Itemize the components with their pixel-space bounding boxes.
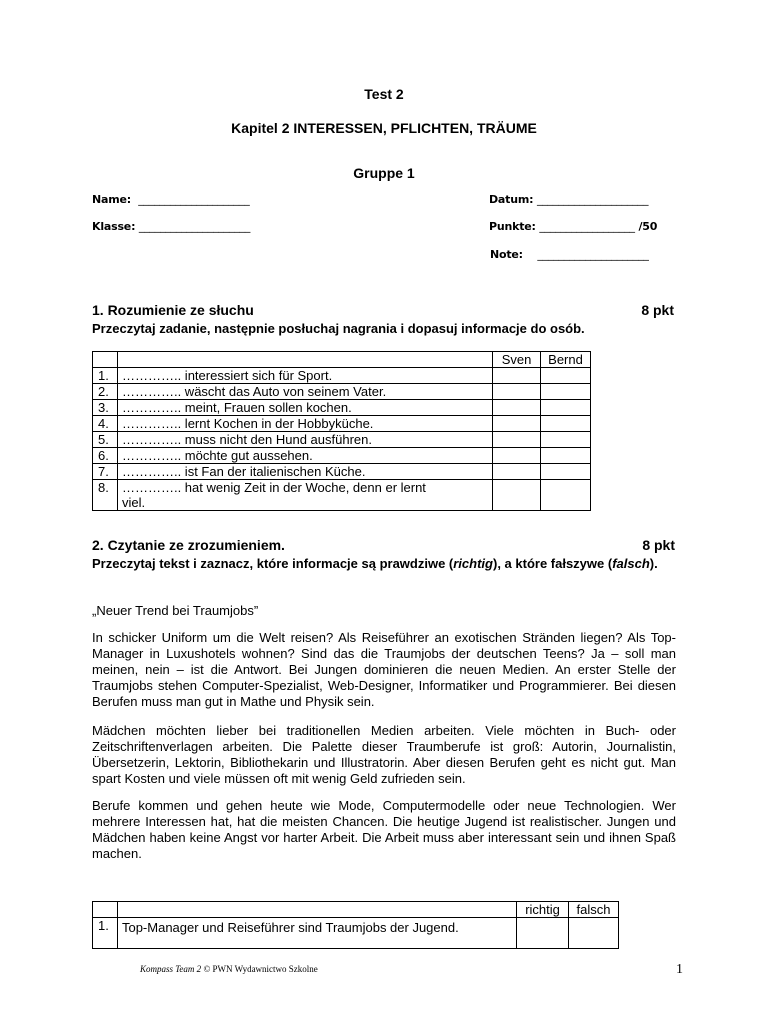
row-number: 6. xyxy=(93,448,118,464)
section1-title: 1. Rozumienie ze słuchu xyxy=(92,302,254,318)
answer-cell-sven[interactable] xyxy=(493,448,541,464)
points-max: /50 xyxy=(634,220,658,233)
row-text: ………….. lernt Kochen in der Hobbyküche. xyxy=(117,416,492,432)
header-blank xyxy=(93,902,118,918)
answer-cell-sven[interactable] xyxy=(493,432,541,448)
answer-cell-sven[interactable] xyxy=(493,368,541,384)
grade-line: _____________________ xyxy=(537,248,649,261)
row-number: 2. xyxy=(93,384,118,400)
answer-cell-sven[interactable] xyxy=(493,400,541,416)
row-number: 5. xyxy=(93,432,118,448)
answer-cell-sven[interactable] xyxy=(493,480,541,511)
points-line: __________________ xyxy=(539,220,635,233)
answer-cell-bernd[interactable] xyxy=(541,416,591,432)
answer-cell-sven[interactable] xyxy=(493,464,541,480)
row-number: 3. xyxy=(93,400,118,416)
grade-field[interactable] xyxy=(490,248,649,261)
table-row xyxy=(93,400,591,416)
class-field[interactable] xyxy=(92,220,250,233)
row-number: 7. xyxy=(93,464,118,480)
section2-title: 2. Czytanie ze zrozumieniem. xyxy=(92,537,285,553)
page-number: 1 xyxy=(676,962,683,977)
answer-cell-sven[interactable] xyxy=(493,384,541,400)
table-row xyxy=(93,416,591,432)
table-row xyxy=(93,918,619,949)
answer-cell-falsch[interactable] xyxy=(569,918,619,949)
points-field[interactable] xyxy=(489,220,657,233)
answer-cell-bernd[interactable] xyxy=(541,432,591,448)
header-sven: Sven xyxy=(493,352,541,368)
row-number: 8. xyxy=(93,480,118,511)
header-blank xyxy=(93,352,118,368)
answer-cell-bernd[interactable] xyxy=(541,464,591,480)
points-label: Punkte: xyxy=(489,220,536,233)
answer-cell-bernd[interactable] xyxy=(541,400,591,416)
header-bernd: Bernd xyxy=(541,352,591,368)
footer-credit xyxy=(140,964,318,974)
name-label: Name: xyxy=(92,193,131,206)
reading-text-title: „Neuer Trend bei Traumjobs” xyxy=(92,603,259,618)
test-title: Test 2 xyxy=(364,86,404,102)
table-row xyxy=(93,448,591,464)
answer-cell-bernd[interactable] xyxy=(541,448,591,464)
row-text: ………….. hat wenig Zeit in der Woche, denn er lernt viel. xyxy=(117,480,492,511)
table-header-row xyxy=(93,352,591,368)
date-line: _____________________ xyxy=(536,193,649,206)
class-label: Klasse: xyxy=(92,220,136,233)
date-field[interactable] xyxy=(489,193,648,206)
header-richtig: richtig xyxy=(517,902,569,918)
table-row xyxy=(93,368,591,384)
table-row xyxy=(93,432,591,448)
reading-table xyxy=(92,901,619,949)
row-text: ………….. meint, Frauen sollen kochen. xyxy=(117,400,492,416)
footer-book: Kompass Team 2 xyxy=(140,964,202,974)
answer-cell-sven[interactable] xyxy=(493,416,541,432)
row-text: Top-Manager und Reiseführer sind Traumjobs der Jugend. xyxy=(117,918,516,949)
date-label: Datum: xyxy=(489,193,534,206)
reading-paragraph-3: Berufe kommen und gehen heute wie Mode, Computermodelle oder neue Technologien. Wer mehrere Interessen hat, hat die meisten Chancen. Die heutige Jugend ist realistischer. Jungen und Mädchen haben keine Angst vor harter Arbeit. Die Arbeit muss aber interessant sein und ihnen Spaß machen. xyxy=(92,798,676,861)
listening-table xyxy=(92,351,591,511)
answer-cell-bernd[interactable] xyxy=(541,480,591,511)
section1-instruction: Przeczytaj zadanie, następnie posłuchaj nagrania i dopasuj informacje do osób. xyxy=(92,321,585,336)
reading-paragraph-2: Mädchen möchten lieber bei traditionellen Medien arbeiten. Viele möchten in Buch- oder Zeitschriftenverlagen arbeiten. Die Palette dieser Traumberufe ist groß: Autorin, Journalistin, Übersetzerin, Lektorin, Bibliothekarin und Illustratorin. Aber diesen Berufen geht es nicht gut. Man spart Kosten und viele müssen oft mit wenig Geld zufrieden sein. xyxy=(92,723,676,786)
header-blank xyxy=(117,352,492,368)
answer-cell-bernd[interactable] xyxy=(541,384,591,400)
header-falsch: falsch xyxy=(569,902,619,918)
instruction-falsch: falsch xyxy=(612,556,650,571)
row-text: ………….. möchte gut aussehen. xyxy=(117,448,492,464)
instruction-part: ). xyxy=(649,556,658,571)
grade-label: Note: xyxy=(490,248,523,261)
instruction-part: ), a które fałszywe ( xyxy=(492,556,613,571)
instruction-part: Przeczytaj tekst i zaznacz, które informacje są prawdziwe ( xyxy=(92,556,454,571)
table-row xyxy=(93,384,591,400)
answer-cell-richtig[interactable] xyxy=(517,918,569,949)
class-line: _____________________ xyxy=(138,220,251,233)
group-title: Gruppe 1 xyxy=(353,165,415,181)
row-text: ………….. wäscht das Auto von seinem Vater. xyxy=(117,384,492,400)
section2-instruction xyxy=(92,555,676,573)
row-number: 1. xyxy=(93,368,118,384)
table-row xyxy=(93,480,591,511)
row-number: 1. xyxy=(93,918,118,949)
name-field[interactable] xyxy=(92,193,250,206)
row-text: ………….. interessiert sich für Sport. xyxy=(117,368,492,384)
row-text: ………….. ist Fan der italienischen Küche. xyxy=(117,464,492,480)
row-text: ………….. muss nicht den Hund ausführen. xyxy=(117,432,492,448)
section2-points: 8 pkt xyxy=(642,537,675,553)
row-number: 4. xyxy=(93,416,118,432)
instruction-richtig: richtig xyxy=(453,556,493,571)
answer-cell-bernd[interactable] xyxy=(541,368,591,384)
reading-paragraph-1: In schicker Uniform um die Welt reisen? Als Reiseführer an exotischen Stränden liegen? Als Top-Manager in Luxushotels wohnen? Sind das die Traumjobs der deutschen Teens? Ja – soll man meinen, nein – ist die Antwort. Bei Jungen dominieren die neuen Medien. An erster Stelle der Traumjobs stehen Computer-Spezialist, Web-Designer, Informatiker und Programmierer. Bei diesen Berufen muss man gut in Mathe und Physik sein. xyxy=(92,630,676,709)
table-header-row xyxy=(93,902,619,918)
footer-publisher: © PWN Wydawnictwo Szkolne xyxy=(201,964,318,974)
name-line: _____________________ xyxy=(138,193,250,206)
table-row xyxy=(93,464,591,480)
section1-points: 8 pkt xyxy=(641,302,674,318)
chapter-title: Kapitel 2 INTERESSEN, PFLICHTEN, TRÄUME xyxy=(231,120,537,136)
header-blank xyxy=(117,902,516,918)
